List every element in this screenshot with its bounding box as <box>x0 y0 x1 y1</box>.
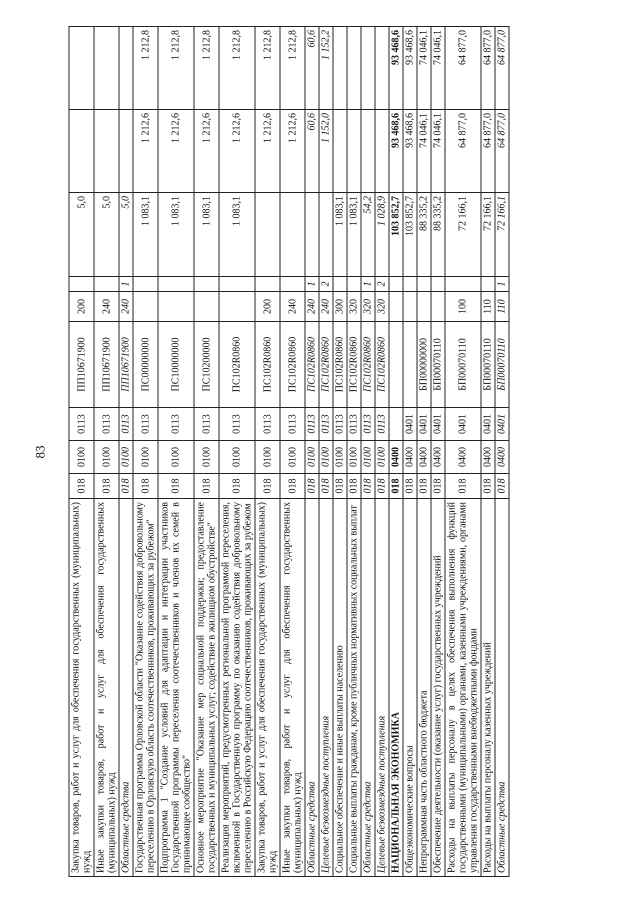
target-article-code: ПС102R0860 <box>375 322 389 408</box>
ministry-code: 018 <box>417 474 431 499</box>
subsection-code: 0113 <box>158 408 194 441</box>
amount-year-1: 1 028,9 <box>375 193 389 277</box>
amount-year-3 <box>119 27 133 110</box>
section-code: 0100 <box>69 441 94 474</box>
target-article-code: ПП10671900 <box>69 322 94 408</box>
expense-type-code: 300 <box>333 292 347 322</box>
target-article-code: ПС00000000 <box>133 322 158 408</box>
ministry-code: 018 <box>389 474 403 499</box>
expense-type-code: 240 <box>119 292 133 322</box>
ministry-code: 018 <box>361 474 375 499</box>
ministry-code: 018 <box>94 474 119 499</box>
funding-source-code <box>333 277 347 292</box>
ministry-code: 018 <box>375 474 389 499</box>
ministry-code: 018 <box>333 474 347 499</box>
subsection-code: 0113 <box>333 408 347 441</box>
expense-type-code: 240 <box>94 292 119 322</box>
amount-year-3: 93 468,6 <box>403 27 417 110</box>
ministry-code: 018 <box>255 474 280 499</box>
subsection-code: 0401 <box>445 408 481 441</box>
amount-year-1: 1 083,1 <box>219 193 255 277</box>
table-row <box>319 27 333 877</box>
expense-type-code <box>219 292 255 322</box>
amount-year-3: 1 212,8 <box>133 27 158 110</box>
amount-year-3: 60,6 <box>305 27 319 110</box>
amount-year-2 <box>361 110 375 193</box>
amount-year-2 <box>119 110 133 193</box>
amount-year-3 <box>333 27 347 110</box>
funding-source-code <box>280 277 305 292</box>
amount-year-3: 93 468,6 <box>389 27 403 110</box>
subsection-code: 0401 <box>481 408 495 441</box>
amount-year-2: 1 212,6 <box>255 110 280 193</box>
expense-type-code <box>133 292 158 322</box>
table-row <box>333 27 347 877</box>
amount-year-3: 1 212,8 <box>255 27 280 110</box>
amount-year-1: 5,0 <box>119 193 133 277</box>
expense-type-code: 320 <box>361 292 375 322</box>
row-description: Общеэкономические вопросы <box>403 499 417 877</box>
table-row <box>431 27 445 877</box>
funding-source-code <box>69 277 94 292</box>
target-article-code: ПС102R0860 <box>333 322 347 408</box>
amount-year-1 <box>255 193 280 277</box>
target-article-code: ПС102R0860 <box>347 322 361 408</box>
row-description: Целевые безвозмездные поступления <box>319 499 333 877</box>
expense-type-code: 320 <box>347 292 361 322</box>
section-code: 0100 <box>133 441 158 474</box>
funding-source-code <box>445 277 481 292</box>
amount-year-3: 1 212,8 <box>219 27 255 110</box>
section-code: 0100 <box>305 441 319 474</box>
row-description: Закупка товаров, работ и услуг для обеспечения государственных (муниципальных) нужд <box>69 499 94 877</box>
subsection-code: 0113 <box>280 408 305 441</box>
amount-year-3 <box>375 27 389 110</box>
row-description: Непрограммная часть областного бюджета <box>417 499 431 877</box>
amount-year-3 <box>69 27 94 110</box>
table-row <box>94 27 119 877</box>
target-article-code: ПС102R0860 <box>319 322 333 408</box>
amount-year-1 <box>319 193 333 277</box>
funding-source-code <box>94 277 119 292</box>
subsection-code: 0113 <box>119 408 133 441</box>
amount-year-3: 1 212,8 <box>280 27 305 110</box>
row-description: Реализация мероприятий, предусмотренных региональной программой переселения, включенной в Государственную программу по оказанию содействия добровольному переселению в Российскую Федерацию соотечественников, проживающих за рубежом <box>219 499 255 877</box>
section-code: 0100 <box>219 441 255 474</box>
section-code: 0100 <box>94 441 119 474</box>
target-article-code: ПС10200000 <box>194 322 219 408</box>
section-code: 0100 <box>333 441 347 474</box>
amount-year-2: 74 046,1 <box>431 110 445 193</box>
row-description: Социальные выплаты гражданам, кроме публичных нормативных социальных выплат <box>347 499 361 877</box>
section-code: 0100 <box>361 441 375 474</box>
row-description: Основное мероприятие "Оказание мер социальной поддержки; предоставление государственных и муниципальных услуг; содействие в жилищном обустройстве" <box>194 499 219 877</box>
amount-year-1: 72 166,1 <box>481 193 495 277</box>
amount-year-2 <box>375 110 389 193</box>
table-row <box>375 27 389 877</box>
row-description: Иные закупки товаров, работ и услуг для обеспечения государственных (муниципальных) нужд <box>94 499 119 877</box>
funding-source-code <box>431 277 445 292</box>
amount-year-1: 5,0 <box>94 193 119 277</box>
funding-source-code: 1 <box>361 277 375 292</box>
section-code: 0100 <box>194 441 219 474</box>
ministry-code: 018 <box>347 474 361 499</box>
ministry-code: 018 <box>319 474 333 499</box>
ministry-code: 018 <box>280 474 305 499</box>
amount-year-3: 64 877,0 <box>495 27 509 110</box>
section-code: 0100 <box>319 441 333 474</box>
expense-type-code: 100 <box>445 292 481 322</box>
expense-type-code: 200 <box>255 292 280 322</box>
funding-source-code <box>403 277 417 292</box>
expense-type-code: 320 <box>375 292 389 322</box>
amount-year-1: 1 083,1 <box>133 193 158 277</box>
amount-year-2: 1 212,6 <box>194 110 219 193</box>
section-code: 0100 <box>280 441 305 474</box>
table-row <box>280 27 305 877</box>
page-number: 83 <box>32 445 48 459</box>
expense-type-code: 240 <box>305 292 319 322</box>
row-description: Расходы на выплаты персоналу в целях обеспечения выполнения функций государственными (муниципальными) органами, казенными учреждениями, органами управления государственными внебюджетными фондами <box>445 499 481 877</box>
expense-type-code <box>158 292 194 322</box>
funding-source-code: 2 <box>319 277 333 292</box>
section-code: 0100 <box>375 441 389 474</box>
amount-year-2: 1 212,6 <box>133 110 158 193</box>
section-code: 0400 <box>403 441 417 474</box>
subsection-code <box>389 408 403 441</box>
amount-year-3: 1 152,2 <box>319 27 333 110</box>
ministry-code: 018 <box>158 474 194 499</box>
section-code: 0400 <box>417 441 431 474</box>
amount-year-1: 54,2 <box>361 193 375 277</box>
amount-year-1: 1 083,1 <box>194 193 219 277</box>
expense-type-code <box>403 292 417 322</box>
row-description: Иные закупки товаров, работ и услуг для обеспечения государственных (муниципальных) нужд <box>280 499 305 877</box>
table-row <box>133 27 158 877</box>
target-article-code: ПС102R0860 <box>305 322 319 408</box>
section-code: 0400 <box>445 441 481 474</box>
target-article-code: БП00070110 <box>481 322 495 408</box>
row-description: Расходы на выплаты персоналу казенных учреждений <box>481 499 495 877</box>
amount-year-2 <box>347 110 361 193</box>
amount-year-3: 1 212,8 <box>158 27 194 110</box>
table-row <box>119 27 133 877</box>
amount-year-2: 1 152,0 <box>319 110 333 193</box>
section-code: 0100 <box>255 441 280 474</box>
amount-year-2 <box>333 110 347 193</box>
amount-year-1: 103 852,7 <box>389 193 403 277</box>
table-row <box>361 27 375 877</box>
amount-year-3: 1 212,8 <box>194 27 219 110</box>
ministry-code: 018 <box>69 474 94 499</box>
amount-year-2: 93 468,6 <box>389 110 403 193</box>
funding-source-code <box>481 277 495 292</box>
row-description: Социальное обеспечение и иные выплаты населению <box>333 499 347 877</box>
amount-year-2: 64 877,0 <box>445 110 481 193</box>
funding-source-code: 1 <box>305 277 319 292</box>
ministry-code: 018 <box>219 474 255 499</box>
table-row <box>305 27 319 877</box>
subsection-code: 0113 <box>69 408 94 441</box>
funding-source-code <box>219 277 255 292</box>
subsection-code: 0113 <box>361 408 375 441</box>
amount-year-3 <box>361 27 375 110</box>
table-row <box>347 27 361 877</box>
funding-source-code <box>347 277 361 292</box>
row-description: Обеспечение деятельности (оказание услуг) государственных учреждений <box>431 499 445 877</box>
amount-year-2: 1 212,6 <box>280 110 305 193</box>
section-code: 0100 <box>119 441 133 474</box>
row-description: Подпрограмма 1 "Создание условий для адаптации и интеграции участников Государственной программы переселения соотечественников и членов их семей в принимающее сообщество" <box>158 499 194 877</box>
amount-year-2: 93 468,6 <box>403 110 417 193</box>
expense-type-code: 200 <box>69 292 94 322</box>
table-row <box>194 27 219 877</box>
amount-year-1: 88 335,2 <box>417 193 431 277</box>
amount-year-1 <box>305 193 319 277</box>
amount-year-1: 1 083,1 <box>347 193 361 277</box>
target-article-code <box>389 322 403 408</box>
row-description: Областные средства <box>305 499 319 877</box>
target-article-code: ПС10000000 <box>158 322 194 408</box>
amount-year-3: 74 046,1 <box>431 27 445 110</box>
section-code: 0400 <box>495 441 509 474</box>
section-code: 0100 <box>158 441 194 474</box>
subsection-code: 0401 <box>403 408 417 441</box>
ministry-code: 018 <box>445 474 481 499</box>
amount-year-3: 64 877,0 <box>445 27 481 110</box>
table-row <box>255 27 280 877</box>
amount-year-2: 64 877,0 <box>495 110 509 193</box>
amount-year-2: 64 877,0 <box>481 110 495 193</box>
table-row <box>445 27 481 877</box>
ministry-code: 018 <box>403 474 417 499</box>
table-row <box>417 27 431 877</box>
funding-source-code <box>133 277 158 292</box>
row-description: Областные средства <box>119 499 133 877</box>
amount-year-2 <box>94 110 119 193</box>
amount-year-2: 1 212,6 <box>158 110 194 193</box>
table-row <box>69 27 94 877</box>
ministry-code: 018 <box>133 474 158 499</box>
funding-source-code <box>255 277 280 292</box>
funding-source-code: 2 <box>375 277 389 292</box>
row-description: Областные средства <box>495 499 509 877</box>
row-description: НАЦИОНАЛЬНАЯ ЭКОНОМИКА <box>389 499 403 877</box>
target-article-code: БП00070110 <box>495 322 509 408</box>
target-article-code: ПС102R0860 <box>280 322 305 408</box>
table-row <box>403 27 417 877</box>
ministry-code: 018 <box>194 474 219 499</box>
subsection-code: 0113 <box>133 408 158 441</box>
amount-year-3 <box>347 27 361 110</box>
subsection-code: 0113 <box>305 408 319 441</box>
amount-year-2 <box>69 110 94 193</box>
funding-source-code <box>194 277 219 292</box>
section-code: 0100 <box>347 441 361 474</box>
section-code: 0400 <box>431 441 445 474</box>
row-description: Государственная программа Орловской области "Оказание содействия добровольному переселению в Орловскую область соотечественников, проживающих за рубежом" <box>133 499 158 877</box>
expense-type-code <box>194 292 219 322</box>
amount-year-1: 88 335,2 <box>431 193 445 277</box>
amount-year-3: 64 877,0 <box>481 27 495 110</box>
amount-year-1: 72 166,1 <box>445 193 481 277</box>
funding-source-code <box>417 277 431 292</box>
rotated-document-page <box>32 27 598 877</box>
target-article-code: ПП10671900 <box>119 322 133 408</box>
subsection-code: 0113 <box>375 408 389 441</box>
section-code: 0400 <box>481 441 495 474</box>
expense-type-code <box>389 292 403 322</box>
amount-year-1: 103 852,7 <box>403 193 417 277</box>
table-row <box>219 27 255 877</box>
amount-year-1 <box>280 193 305 277</box>
table-row <box>481 27 495 877</box>
budget-table <box>69 26 510 877</box>
target-article-code: БП00070110 <box>445 322 481 408</box>
row-description: Целевые безвозмездные поступления <box>375 499 389 877</box>
section-code: 0400 <box>389 441 403 474</box>
target-article-code: БП00000000 <box>417 322 431 408</box>
target-article-code: ПС102R0860 <box>361 322 375 408</box>
expense-type-code: 240 <box>319 292 333 322</box>
target-article-code <box>403 322 417 408</box>
funding-source-code <box>389 277 403 292</box>
target-article-code: ПС102R0860 <box>219 322 255 408</box>
ministry-code: 018 <box>305 474 319 499</box>
expense-type-code: 110 <box>481 292 495 322</box>
subsection-code: 0401 <box>417 408 431 441</box>
amount-year-1: 72 166,1 <box>495 193 509 277</box>
target-article-code: ПП10671900 <box>94 322 119 408</box>
ministry-code: 018 <box>119 474 133 499</box>
funding-source-code <box>158 277 194 292</box>
subsection-code: 0113 <box>219 408 255 441</box>
subsection-code: 0113 <box>94 408 119 441</box>
amount-year-2: 60,6 <box>305 110 319 193</box>
subsection-code: 0401 <box>495 408 509 441</box>
amount-year-3: 74 046,1 <box>417 27 431 110</box>
ministry-code: 018 <box>495 474 509 499</box>
table-row <box>158 27 194 877</box>
row-description: Закупка товаров, работ и услуг для обеспечения государственных (муниципальных) нужд <box>255 499 280 877</box>
expense-type-code <box>417 292 431 322</box>
ministry-code: 018 <box>431 474 445 499</box>
target-article-code: БП00070110 <box>431 322 445 408</box>
subsection-code: 0401 <box>431 408 445 441</box>
subsection-code: 0113 <box>347 408 361 441</box>
table-row <box>495 27 509 877</box>
expense-type-code: 240 <box>280 292 305 322</box>
amount-year-1: 1 083,1 <box>333 193 347 277</box>
expense-type-code <box>431 292 445 322</box>
row-description: Областные средства <box>361 499 375 877</box>
amount-year-2: 74 046,1 <box>417 110 431 193</box>
target-article-code: ПС102R0860 <box>255 322 280 408</box>
funding-source-code: 1 <box>119 277 133 292</box>
amount-year-1: 1 083,1 <box>158 193 194 277</box>
subsection-code: 0113 <box>255 408 280 441</box>
ministry-code: 018 <box>481 474 495 499</box>
funding-source-code: 1 <box>495 277 509 292</box>
expense-type-code: 110 <box>495 292 509 322</box>
amount-year-3 <box>94 27 119 110</box>
subsection-code: 0113 <box>319 408 333 441</box>
amount-year-1: 5,0 <box>69 193 94 277</box>
table-row <box>389 27 403 877</box>
subsection-code: 0113 <box>194 408 219 441</box>
amount-year-2: 1 212,6 <box>219 110 255 193</box>
